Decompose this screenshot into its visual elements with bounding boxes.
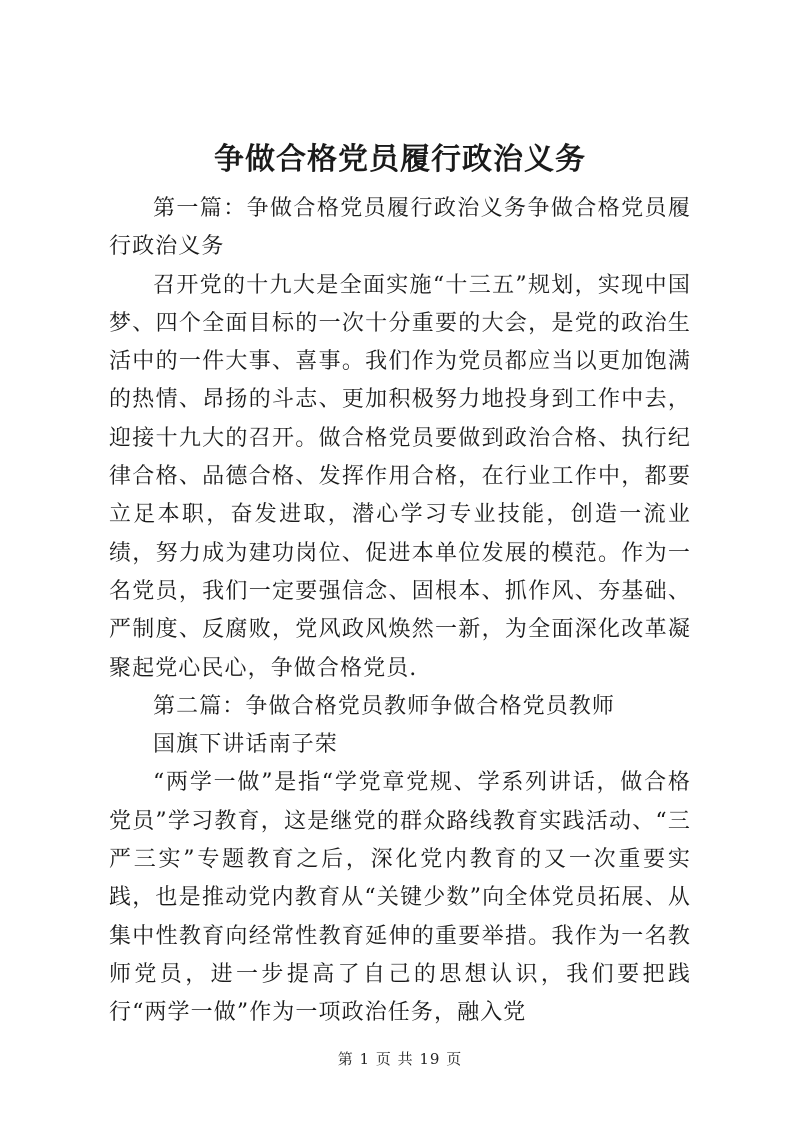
paragraph-part-one-body: 召开党的十九大是全面实施“十三五”规划，实现中国梦、四个全面目标的一次十分重要的大会，是党的政治生活中的一件大事、喜事。我们作为党员都应当以更加饱满的热情、昂扬的斗志、更加积极努力地投身到工作中去，迎接十九大的召开。做合格党员要做到政治合格、执行纪律合格、品德合格、发挥作用合格，在行业工作中，都要立足本职，奋发进取，潜心学习专业技能，创造一流业绩，努力成为建功岗位、促进本单位发展的模范。作为一名党员，我们一定要强信念、固根本、抓作风、夯基础、严制度、反腐败，党风政风焕然一新，为全面深化改革凝聚起党心民心，争做合格党员. xyxy=(109,272,691,681)
document-body xyxy=(109,190,691,1033)
paragraph-part-one-heading: 第一篇：争做合格党员履行政治义务争做合格党员履行政治义务 xyxy=(109,196,691,260)
document-title: 争做合格党员履行政治义务 xyxy=(214,142,586,177)
paragraph-part-two-body: “两学一做”是指“学党章党规、学系列讲话，做合格党员”学习教育，这是继党的群众路线教育实践活动、“三严三实”专题教育之后，深化党内教育的又一次重要实践，也是推动党内教育从“关键少数”向全体党员拓展、从集中性教育向经常性教育延伸的重要举措。我作为一名教师党员，进一步提高了自己的思想认识，我们要把践行“两学一做”作为一项政治任务，融入党 xyxy=(109,770,691,1026)
paragraph-part-two-heading: 第二篇：争做合格党员教师争做合格党员教师 xyxy=(153,693,616,719)
page-footer: 第 1 页 共 19 页 xyxy=(337,1050,463,1068)
paragraph-speech-subtitle: 国旗下讲话南子荣 xyxy=(153,732,338,758)
